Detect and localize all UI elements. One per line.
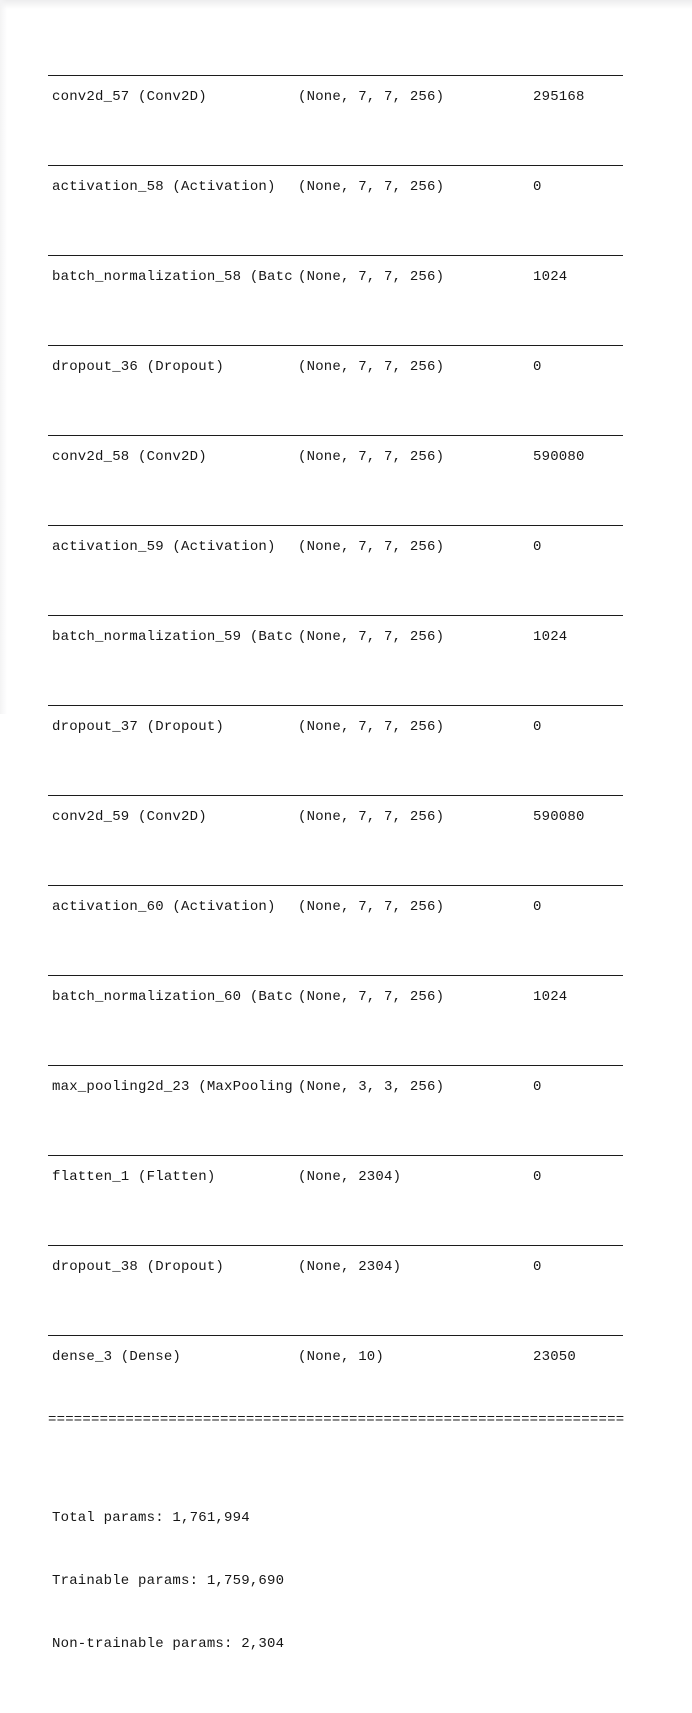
layer-name-cell: dropout_37 (Dropout) bbox=[52, 718, 225, 735]
table-row bbox=[48, 255, 623, 297]
table-row bbox=[48, 1245, 623, 1287]
layer-name-cell: activation_58 (Activation) bbox=[52, 178, 276, 195]
param-count-cell: 1024 bbox=[533, 628, 568, 645]
screenshot-top-edge-shading bbox=[0, 0, 692, 9]
layer-table bbox=[48, 43, 623, 1393]
output-shape-cell: (None, 7, 7, 256) bbox=[298, 808, 445, 825]
param-count-cell: 1024 bbox=[533, 988, 568, 1005]
table-row bbox=[48, 615, 623, 657]
table-row bbox=[48, 525, 623, 567]
param-count-cell: 1024 bbox=[533, 268, 568, 285]
param-count-cell: 590080 bbox=[533, 448, 585, 465]
model-summary-output bbox=[48, 11, 623, 1713]
param-count-cell: 0 bbox=[533, 898, 542, 915]
param-count-cell: 0 bbox=[533, 358, 542, 375]
table-row bbox=[48, 75, 623, 117]
screenshot-left-edge-shading bbox=[0, 0, 7, 714]
layer-name-cell: activation_59 (Activation) bbox=[52, 538, 276, 555]
table-row bbox=[48, 1335, 623, 1377]
param-count-cell: 23050 bbox=[533, 1348, 577, 1365]
output-shape-cell: (None, 7, 7, 256) bbox=[298, 538, 445, 555]
output-shape-cell: (None, 3, 3, 256) bbox=[298, 1078, 445, 1095]
output-shape-cell: (None, 2304) bbox=[298, 1168, 402, 1185]
layer-name-cell: dropout_38 (Dropout) bbox=[52, 1258, 225, 1275]
param-count-cell: 590080 bbox=[533, 808, 585, 825]
table-row bbox=[48, 435, 623, 477]
table-row bbox=[48, 1155, 623, 1197]
output-shape-cell: (None, 7, 7, 256) bbox=[298, 628, 445, 645]
layer-name-cell: dense_3 (Dense) bbox=[52, 1348, 182, 1365]
param-count-cell: 0 bbox=[533, 1168, 542, 1185]
param-count-cell: 0 bbox=[533, 1078, 542, 1095]
table-row bbox=[48, 705, 623, 747]
table-row bbox=[48, 795, 623, 837]
output-shape-cell: (None, 7, 7, 256) bbox=[298, 988, 445, 1005]
output-shape-cell: (None, 7, 7, 256) bbox=[298, 178, 445, 195]
param-count-cell: 0 bbox=[533, 1258, 542, 1275]
layer-name-cell: batch_normalization_60 (Batc bbox=[52, 988, 293, 1005]
table-row bbox=[48, 1065, 623, 1107]
layer-name-cell: max_pooling2d_23 (MaxPooling bbox=[52, 1078, 293, 1095]
layer-name-cell: flatten_1 (Flatten) bbox=[52, 1168, 216, 1185]
layer-name-cell: conv2d_59 (Conv2D) bbox=[52, 808, 207, 825]
layer-name-cell: batch_normalization_59 (Batc bbox=[52, 628, 293, 645]
output-shape-cell: (None, 7, 7, 256) bbox=[298, 268, 445, 285]
output-shape-cell: (None, 2304) bbox=[298, 1258, 402, 1275]
output-shape-cell: (None, 7, 7, 256) bbox=[298, 88, 445, 105]
table-row bbox=[48, 975, 623, 1017]
trainable-params-line: Trainable params: 1,759,690 bbox=[52, 1573, 285, 1589]
layer-name-cell: conv2d_58 (Conv2D) bbox=[52, 448, 207, 465]
layer-name-cell: dropout_36 (Dropout) bbox=[52, 358, 225, 375]
output-shape-cell: (None, 7, 7, 256) bbox=[298, 448, 445, 465]
output-shape-cell: (None, 7, 7, 256) bbox=[298, 718, 445, 735]
total-params-line: Total params: 1,761,994 bbox=[52, 1510, 250, 1526]
layer-name-cell: batch_normalization_58 (Batc bbox=[52, 268, 293, 285]
params-totals bbox=[48, 1466, 623, 1697]
table-row bbox=[48, 885, 623, 927]
layer-name-cell: activation_60 (Activation) bbox=[52, 898, 276, 915]
non-trainable-params-line: Non-trainable params: 2,304 bbox=[52, 1636, 285, 1652]
param-count-cell: 295168 bbox=[533, 88, 585, 105]
output-shape-cell: (None, 10) bbox=[298, 1348, 385, 1365]
param-count-cell: 0 bbox=[533, 178, 542, 195]
output-shape-cell: (None, 7, 7, 256) bbox=[298, 358, 445, 375]
table-row bbox=[48, 165, 623, 207]
layer-name-cell: conv2d_57 (Conv2D) bbox=[52, 88, 207, 105]
param-count-cell: 0 bbox=[533, 718, 542, 735]
output-shape-cell: (None, 7, 7, 256) bbox=[298, 898, 445, 915]
table-row bbox=[48, 345, 623, 387]
param-count-cell: 0 bbox=[533, 538, 542, 555]
table-end-separator: =================================================================== bbox=[48, 1412, 625, 1428]
